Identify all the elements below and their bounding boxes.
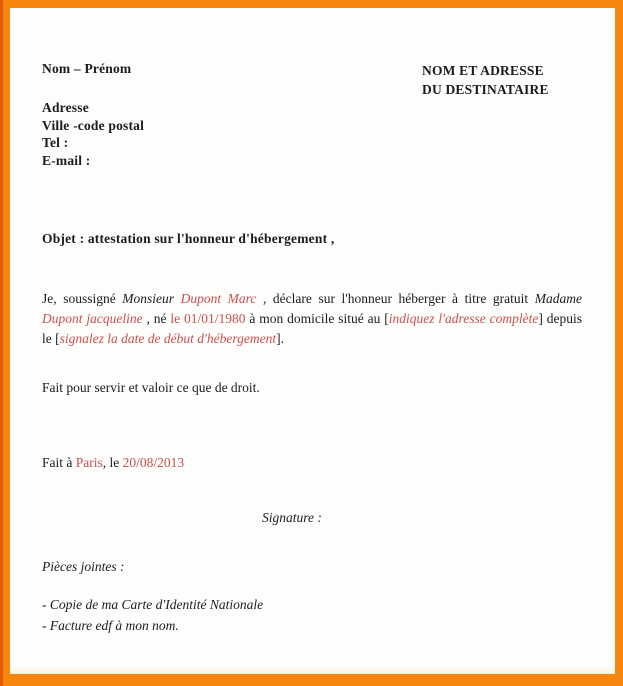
- attachments-list: [42, 594, 263, 636]
- attachments-heading: Pièces jointes :: [42, 559, 125, 574]
- text-run: 20/08/2013: [122, 455, 185, 470]
- attachment-item: - Copie de ma Carte d'Identité Nationale: [42, 597, 264, 612]
- sender-city-line: Ville -code postal: [42, 117, 145, 133]
- text-run: , le: [102, 455, 123, 470]
- text-run: Je, soussigné: [42, 291, 123, 306]
- text-run: signalez la date de début d'hébergement: [59, 331, 277, 346]
- text-run: Fait à: [42, 455, 76, 470]
- attachment-item: - Facture edf à mon nom.: [42, 618, 179, 633]
- text-run: Madame: [534, 291, 582, 306]
- text-run: Monsieur: [122, 291, 175, 306]
- text-run: , déclare sur l'honneur héberger à titre gratuit: [256, 291, 535, 306]
- text-run: Paris: [75, 455, 103, 470]
- text-run: indiquez l'adresse complète: [388, 311, 539, 326]
- text-run: ] depuis le [: [42, 311, 582, 346]
- text-run: le 01/01/1980: [170, 311, 246, 326]
- recipient-line-2: DU DESTINATAIRE: [422, 82, 549, 97]
- subject-line: Objet : attestation sur l'honneur d'hébergement ,: [42, 231, 335, 246]
- text-run: à mon domicile situé au [: [245, 311, 389, 326]
- sender-tel-line: Tel :: [42, 135, 69, 150]
- sender-address-block: [42, 99, 144, 169]
- text-run: Dupont Marc: [180, 291, 257, 306]
- text-run: [174, 291, 181, 306]
- signature-label: Signature :: [262, 510, 322, 525]
- text-run: ].: [276, 331, 284, 346]
- sender-email-line: E-mail :: [42, 152, 91, 168]
- sender-address-line: Adresse: [42, 100, 89, 115]
- sender-name-label: Nom – Prénom: [42, 61, 132, 76]
- letter-page: [10, 8, 615, 674]
- text-run: Dupont jacqueline: [42, 311, 143, 326]
- recipient-line-1: NOM ET ADRESSE: [422, 63, 544, 78]
- place-date-line: [42, 455, 184, 471]
- body-paragraph: [42, 289, 582, 349]
- recipient-block: [422, 61, 549, 99]
- closing-statement: Fait pour servir et valoir ce que de droit.: [42, 380, 260, 395]
- text-run: , né: [142, 311, 171, 326]
